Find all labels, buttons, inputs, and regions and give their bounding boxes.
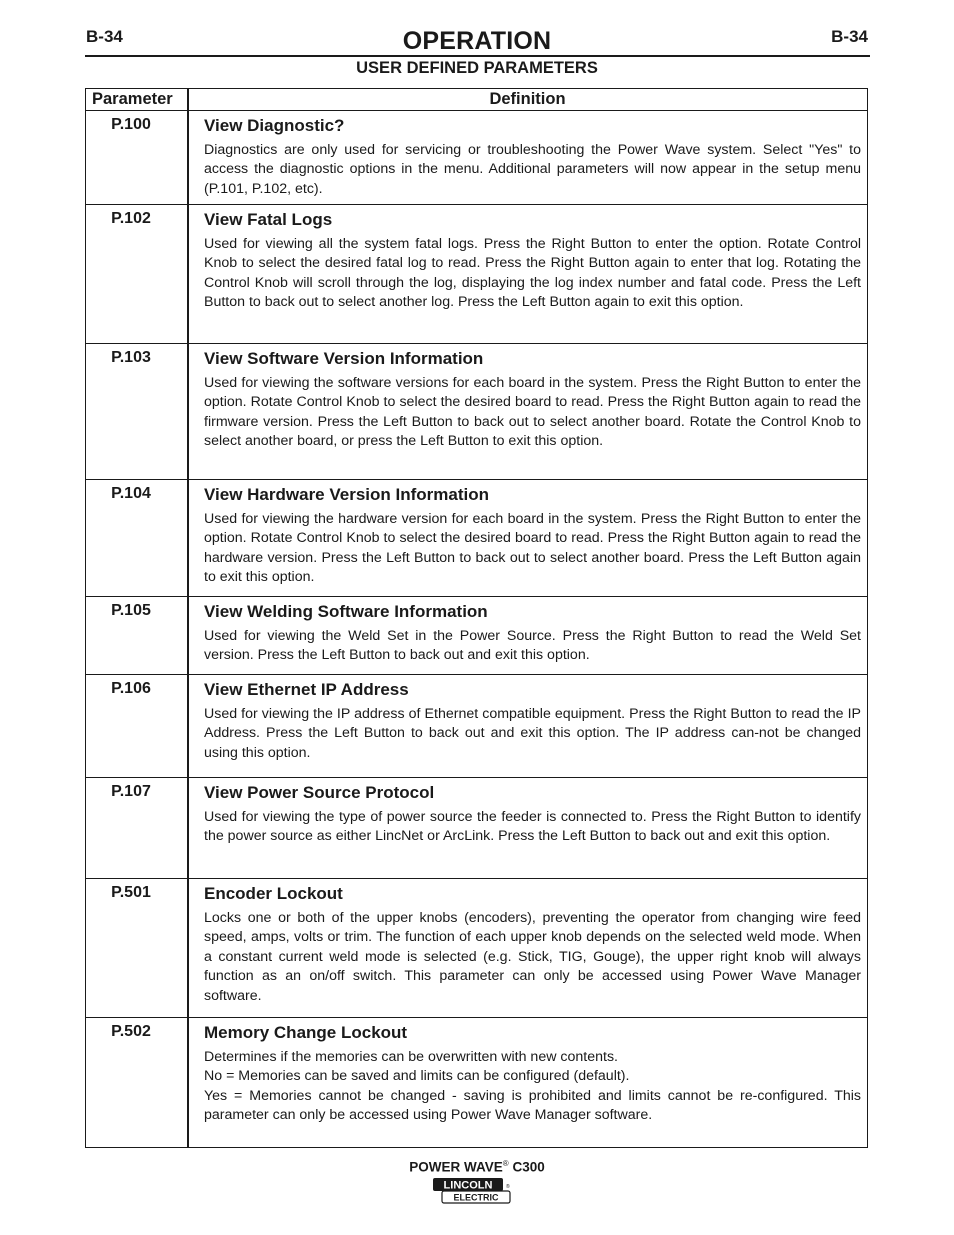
description-line: Used for viewing the software versions for each board in the system. Press the Right Button to enter the option. Rotate Control Knob to select the desired board to read. Press the Right Button again to read the firmware version. Press the Left Button to back out to select another board. Rotate the Control Knob to select another board, or press the Left Button to exit this option.	[204, 375, 861, 450]
product-suffix: C300	[508, 1159, 545, 1175]
description-line: Used for viewing the IP address of Ethernet compatible equipment. Press the Right Button to read the IP Address. Press the Left Button to back out and exit this option. The IP address can-not be changed using this option.	[204, 706, 861, 761]
svg-text:®: ®	[506, 1184, 510, 1190]
section-subtitle: USER DEFINED PARAMETERS	[356, 59, 598, 77]
parameter-name: View Ethernet IP Address	[204, 680, 409, 699]
parameter-name: View Software Version Information	[204, 349, 484, 368]
description-line: No = Memories can be saved and limits can be configured (default).	[204, 1068, 630, 1085]
parameter-description	[204, 808, 861, 847]
parameter-code: P.107	[111, 783, 151, 800]
table-header-row	[86, 89, 867, 111]
parameter-name: View Power Source Protocol	[204, 783, 435, 802]
parameter-name: View Hardware Version Information	[204, 485, 489, 504]
parameter-code: P.104	[111, 485, 151, 502]
parameter-name: Encoder Lockout	[204, 884, 343, 903]
description-line: Determines if the memories can be overwritten with new contents.	[204, 1049, 618, 1065]
parameter-description	[204, 705, 861, 763]
description-line: Used for viewing the Weld Set in the Power Source. Press the Right Button to read the Weld Set version. Press the Left Button to back out and exit this option.	[204, 628, 861, 664]
table-row	[86, 597, 867, 675]
parameter-description	[204, 141, 861, 199]
logo-text-top: LINCOLN	[443, 1179, 493, 1192]
parameter-description	[204, 235, 861, 313]
header-definition: Definition	[489, 90, 566, 108]
parameters-table	[85, 88, 868, 1148]
page-title: OPERATION	[402, 27, 552, 55]
parameter-name: View Fatal Logs	[204, 210, 333, 229]
parameter-name: Memory Change Lockout	[204, 1023, 408, 1042]
table-row	[86, 111, 867, 205]
table-row	[86, 675, 867, 778]
registered-mark: ®	[502, 1159, 509, 1168]
parameter-name: View Welding Software Information	[204, 602, 488, 621]
parameter-description	[204, 909, 861, 1006]
table-row	[86, 879, 867, 1018]
title-rule	[85, 55, 870, 57]
description-line: Used for viewing the type of power source the feeder is connected to. Press the Right Button to identify the power source as either LincNet or ArcLink. Press the Left Button to back out and exit this option.	[204, 809, 861, 845]
parameter-code: P.103	[111, 349, 151, 366]
table-row	[86, 778, 867, 879]
table-row	[86, 344, 867, 480]
footer-product-name	[0, 1159, 954, 1175]
table-row	[86, 1018, 867, 1148]
logo-text-bottom: ELECTRIC	[453, 1192, 499, 1203]
parameter-code: P.102	[111, 210, 151, 227]
description-line: Diagnostics are only used for servicing or troubleshooting the Power Wave system. Select "Yes" to access the diagnostic options in the menu. Additional parameters will now appear in the setup menu (P.101, P.102, etc).	[204, 142, 861, 197]
product-prefix: POWER WAVE	[409, 1159, 503, 1175]
lincoln-electric-logo	[432, 1176, 512, 1206]
table-row	[86, 205, 867, 344]
parameter-description	[204, 374, 861, 452]
parameter-code: P.502	[111, 1023, 151, 1040]
description-line: Used for viewing all the system fatal logs. Press the Right Button to enter the option. Rotate Control Knob to select the desired fatal log to read. Press the Right Button again to enter that log. Rotating the Control Knob will scroll through the log, displaying the log index number and fatal code. Press the Left Button to back out to select another log. Press the Left Button again to exit this option.	[204, 236, 861, 311]
parameter-code: P.100	[111, 116, 151, 133]
parameter-description	[204, 1048, 861, 1126]
table-row	[86, 480, 867, 597]
page-code-right: B-34	[831, 27, 868, 46]
description-line: Locks one or both of the upper knobs (encoders), preventing the operator from changing wire feed speed, amps, volts or trim. The function of each upper knob depends on the selected weld mode. When a constant current weld mode is selected (e.g. Stick, TIG, Gouge), the upper right knob will always function as an on/off switch. This parameter can only be accessed using Power Wave Manager software.	[204, 910, 861, 1004]
description-line: Used for viewing the hardware version for each board in the system. Press the Right Button to enter the option. Rotate Control Knob to select the desired board to read. Press the Right Button again to read the hardware version. Press the Left Button to back out to select another board. Press the Left Button again to exit this option.	[204, 511, 861, 586]
parameter-description	[204, 627, 861, 666]
parameter-name: View Diagnostic?	[204, 116, 345, 135]
header-parameter: Parameter	[92, 90, 173, 108]
parameter-description	[204, 510, 861, 588]
column-divider	[187, 89, 189, 1147]
parameter-code: P.106	[111, 680, 151, 697]
page-code-left: B-34	[86, 27, 123, 46]
description-line: Yes = Memories cannot be changed - saving is prohibited and limits cannot be re-configured. This parameter can only be accessed using Power Wave Manager software.	[204, 1087, 861, 1124]
parameter-code: P.501	[111, 884, 151, 901]
parameter-code: P.105	[111, 602, 151, 619]
